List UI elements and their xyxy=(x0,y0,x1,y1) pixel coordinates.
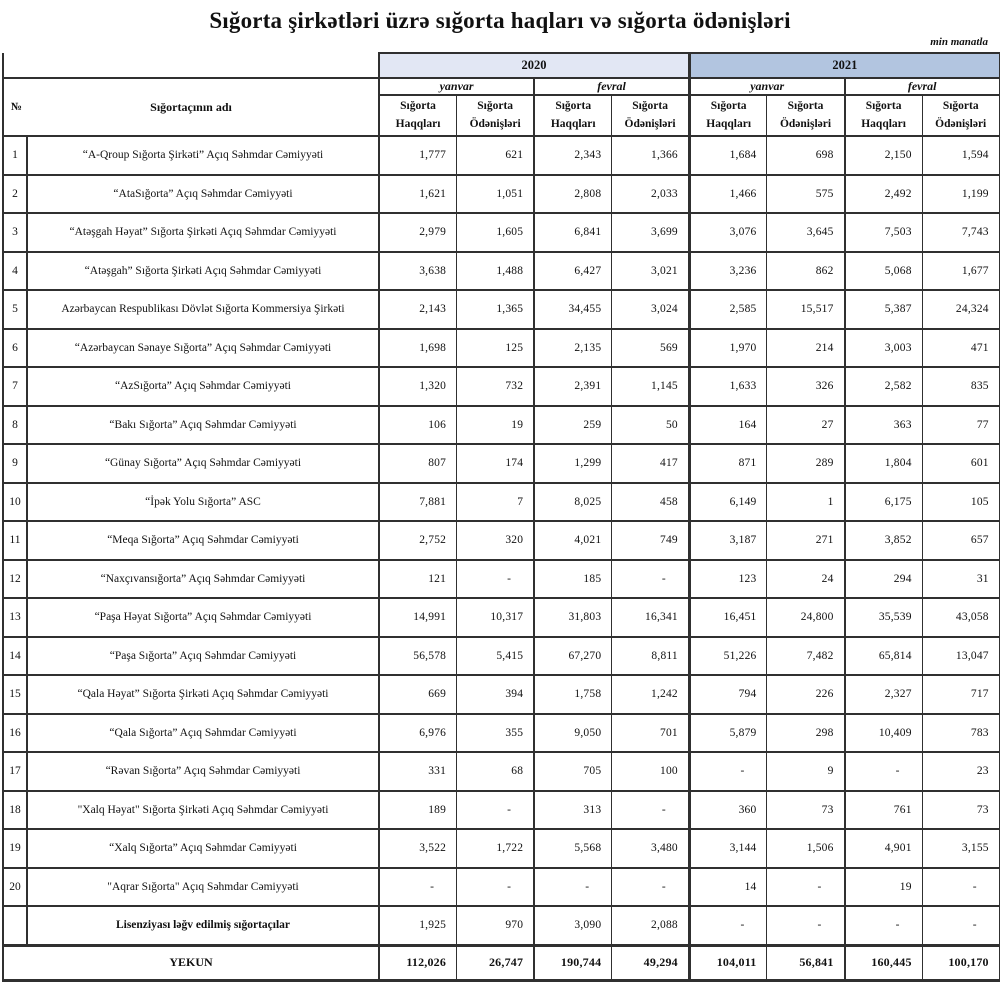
table-row xyxy=(3,290,1000,329)
value-cell: 331 xyxy=(379,752,457,791)
month-header-2020-yanvar: yanvar xyxy=(379,78,534,95)
value-cell: 313 xyxy=(534,791,612,830)
value-cell: 621 xyxy=(457,136,535,175)
value-cell: 65,814 xyxy=(845,637,923,676)
value-cell: 2,979 xyxy=(379,213,457,252)
value-cell: - xyxy=(534,868,612,907)
company-name-cell: “Günay Sığorta” Açıq Səhmdar Cəmiyyəti xyxy=(27,444,379,483)
value-cell: 1,488 xyxy=(457,252,535,291)
value-cell: - xyxy=(612,560,690,599)
value-cell: - xyxy=(457,791,535,830)
total-value-cell: 56,841 xyxy=(767,945,845,980)
value-cell: 1,594 xyxy=(922,136,1000,175)
value-cell: 6,976 xyxy=(379,714,457,753)
value-cell: 1,605 xyxy=(457,213,535,252)
value-cell: - xyxy=(845,752,923,791)
value-cell: 1,365 xyxy=(457,290,535,329)
value-cell: 31 xyxy=(922,560,1000,599)
table-row xyxy=(3,136,1000,175)
value-cell: 732 xyxy=(457,367,535,406)
value-cell: 3,638 xyxy=(379,252,457,291)
value-cell: 16,451 xyxy=(689,598,767,637)
value-cell: 4,021 xyxy=(534,521,612,560)
value-cell: 7,743 xyxy=(922,213,1000,252)
value-cell: 3,076 xyxy=(689,213,767,252)
value-cell: 2,492 xyxy=(845,175,923,214)
value-cell: 1,145 xyxy=(612,367,690,406)
row-number-cell: 2 xyxy=(3,175,27,214)
value-cell: - xyxy=(457,560,535,599)
value-cell: 174 xyxy=(457,444,535,483)
value-cell: 1,466 xyxy=(689,175,767,214)
company-name-cell: “AzSığorta” Açıq Səhmdar Cəmiyyəti xyxy=(27,367,379,406)
value-cell: 669 xyxy=(379,675,457,714)
value-cell: 2,033 xyxy=(612,175,690,214)
value-cell: 189 xyxy=(379,791,457,830)
table-row xyxy=(3,714,1000,753)
value-cell: 761 xyxy=(845,791,923,830)
value-cell: 7,482 xyxy=(767,637,845,676)
value-cell: 19 xyxy=(845,868,923,907)
value-cell: 835 xyxy=(922,367,1000,406)
company-name-cell: “A-Qroup Sığorta Şirkəti” Açıq Səhmdar Cəmiyyəti xyxy=(27,136,379,175)
value-cell: 3,024 xyxy=(612,290,690,329)
company-name-cell: “Bakı Sığorta” Açıq Səhmdar Cəmiyyəti xyxy=(27,406,379,445)
value-cell: 1,925 xyxy=(379,906,457,945)
value-cell: - xyxy=(922,868,1000,907)
value-cell: 1,777 xyxy=(379,136,457,175)
year-header-2020: 2020 xyxy=(379,53,689,78)
value-cell: 575 xyxy=(767,175,845,214)
value-cell: 27 xyxy=(767,406,845,445)
value-cell: 164 xyxy=(689,406,767,445)
value-cell: 34,455 xyxy=(534,290,612,329)
table-row xyxy=(3,213,1000,252)
value-cell: 3,522 xyxy=(379,829,457,868)
row-number-cell: 14 xyxy=(3,637,27,676)
company-name-cell: Azərbaycan Respublikası Dövlət Sığorta Kommersiya Şirkəti xyxy=(27,290,379,329)
value-cell: 68 xyxy=(457,752,535,791)
value-cell: 794 xyxy=(689,675,767,714)
value-cell: 871 xyxy=(689,444,767,483)
value-cell: 271 xyxy=(767,521,845,560)
company-name-cell: “Naxçıvansığorta” Açıq Səhmdar Cəmiyyəti xyxy=(27,560,379,599)
value-cell: - xyxy=(457,868,535,907)
table-row xyxy=(3,637,1000,676)
table-row xyxy=(3,483,1000,522)
company-name-cell: “Atəşgah Həyat” Sığorta Şirkəti Açıq Səhmdar Cəmiyyəti xyxy=(27,213,379,252)
premiums-header: Sığorta Haqqları xyxy=(689,95,767,136)
company-name-cell: “Rəvan Sığorta” Açıq Səhmdar Cəmiyyəti xyxy=(27,752,379,791)
value-cell: 783 xyxy=(922,714,1000,753)
value-cell: 698 xyxy=(767,136,845,175)
company-name-cell: “Atəşgah” Sığorta Şirkəti Açıq Səhmdar Cəmiyyəti xyxy=(27,252,379,291)
table-row xyxy=(3,752,1000,791)
value-cell: 7,503 xyxy=(845,213,923,252)
value-cell: 14,991 xyxy=(379,598,457,637)
insurance-table xyxy=(2,52,1000,982)
value-cell: 31,803 xyxy=(534,598,612,637)
value-cell: 326 xyxy=(767,367,845,406)
premiums-header: Sığorta Haqqları xyxy=(379,95,457,136)
unit-note: min manatla xyxy=(930,36,988,48)
table-corner-cell xyxy=(3,53,379,78)
value-cell: 6,149 xyxy=(689,483,767,522)
value-cell: 5,415 xyxy=(457,637,535,676)
value-cell: 185 xyxy=(534,560,612,599)
payments-header: Sığorta Ödənişləri xyxy=(612,95,690,136)
row-number-cell: 6 xyxy=(3,329,27,368)
value-cell: 3,645 xyxy=(767,213,845,252)
total-value-cell: 49,294 xyxy=(612,945,690,980)
total-value-cell: 104,011 xyxy=(689,945,767,980)
payments-header: Sığorta Ödənişləri xyxy=(767,95,845,136)
value-cell: 701 xyxy=(612,714,690,753)
value-cell: 1 xyxy=(767,483,845,522)
table-row xyxy=(3,598,1000,637)
value-cell: 1,621 xyxy=(379,175,457,214)
value-cell: 862 xyxy=(767,252,845,291)
value-cell: 24,324 xyxy=(922,290,1000,329)
row-number-cell: 5 xyxy=(3,290,27,329)
total-value-cell: 190,744 xyxy=(534,945,612,980)
company-name-cell: “Xalq Sığorta” Açıq Səhmdar Cəmiyyəti xyxy=(27,829,379,868)
value-cell: 6,427 xyxy=(534,252,612,291)
table-row xyxy=(3,367,1000,406)
value-cell: 106 xyxy=(379,406,457,445)
value-cell: 320 xyxy=(457,521,535,560)
table-row xyxy=(3,444,1000,483)
value-cell: 2,585 xyxy=(689,290,767,329)
value-cell: 5,068 xyxy=(845,252,923,291)
value-cell: 121 xyxy=(379,560,457,599)
value-cell: 1,320 xyxy=(379,367,457,406)
month-header-2021-yanvar: yanvar xyxy=(689,78,844,95)
value-cell: - xyxy=(612,791,690,830)
value-cell: 259 xyxy=(534,406,612,445)
value-cell: 67,270 xyxy=(534,637,612,676)
value-cell: 2,135 xyxy=(534,329,612,368)
value-cell: - xyxy=(689,906,767,945)
value-cell: - xyxy=(767,868,845,907)
value-cell: 7 xyxy=(457,483,535,522)
value-cell: 8,811 xyxy=(612,637,690,676)
value-cell: 5,879 xyxy=(689,714,767,753)
value-cell: 2,143 xyxy=(379,290,457,329)
value-cell: 14 xyxy=(689,868,767,907)
table-row xyxy=(3,868,1000,907)
value-cell: 355 xyxy=(457,714,535,753)
value-cell: 1,970 xyxy=(689,329,767,368)
total-value-cell: 160,445 xyxy=(845,945,923,980)
value-cell: 394 xyxy=(457,675,535,714)
value-cell: 35,539 xyxy=(845,598,923,637)
value-cell: 1,199 xyxy=(922,175,1000,214)
value-cell: 705 xyxy=(534,752,612,791)
value-cell: 10,409 xyxy=(845,714,923,753)
row-number-cell: 1 xyxy=(3,136,27,175)
value-cell: 3,236 xyxy=(689,252,767,291)
month-header-row xyxy=(3,78,1000,95)
value-cell: 226 xyxy=(767,675,845,714)
value-cell: 6,175 xyxy=(845,483,923,522)
name-column-header: Sığortaçının adı xyxy=(150,99,232,114)
row-number-cell: 15 xyxy=(3,675,27,714)
value-cell: 294 xyxy=(845,560,923,599)
total-value-cell: 112,026 xyxy=(379,945,457,980)
value-cell: 1,684 xyxy=(689,136,767,175)
table-row xyxy=(3,829,1000,868)
value-cell: 1,506 xyxy=(767,829,845,868)
value-cell: 24,800 xyxy=(767,598,845,637)
table-row xyxy=(3,175,1000,214)
company-name-cell: “Paşa Həyat Sığorta” Açıq Səhmdar Cəmiyyəti xyxy=(27,598,379,637)
value-cell: 7,881 xyxy=(379,483,457,522)
row-number-cell: 18 xyxy=(3,791,27,830)
value-cell: 2,088 xyxy=(612,906,690,945)
company-name-cell: “AtaSığorta” Açıq Səhmdar Cəmiyyəti xyxy=(27,175,379,214)
payments-header: Sığorta Ödənişləri xyxy=(457,95,535,136)
value-cell: 1,633 xyxy=(689,367,767,406)
value-cell: 73 xyxy=(922,791,1000,830)
value-cell: 105 xyxy=(922,483,1000,522)
value-cell: 3,852 xyxy=(845,521,923,560)
value-cell: - xyxy=(689,752,767,791)
value-cell: - xyxy=(767,906,845,945)
value-cell: 3,021 xyxy=(612,252,690,291)
value-cell: 1,722 xyxy=(457,829,535,868)
value-cell: 569 xyxy=(612,329,690,368)
value-cell: 123 xyxy=(689,560,767,599)
total-row xyxy=(3,945,1000,980)
value-cell: 3,480 xyxy=(612,829,690,868)
value-cell: 3,090 xyxy=(534,906,612,945)
row-number-cell: 3 xyxy=(3,213,27,252)
page-title: Sığorta şirkətləri üzrə sığorta haqları və sığorta ödənişləri xyxy=(209,8,791,33)
id-name-header-cell xyxy=(3,78,379,136)
row-number-cell: 9 xyxy=(3,444,27,483)
company-name-cell: “Qala Həyat” Sığorta Şirkəti Açıq Səhmdar Cəmiyyəti xyxy=(27,675,379,714)
value-cell: 56,578 xyxy=(379,637,457,676)
value-cell: 298 xyxy=(767,714,845,753)
value-cell: 657 xyxy=(922,521,1000,560)
table-row xyxy=(3,252,1000,291)
row-number-cell: 13 xyxy=(3,598,27,637)
value-cell: 1,051 xyxy=(457,175,535,214)
no-column-header: № xyxy=(11,101,23,113)
row-number-cell: 12 xyxy=(3,560,27,599)
value-cell: 3,003 xyxy=(845,329,923,368)
value-cell: 100 xyxy=(612,752,690,791)
value-cell: - xyxy=(379,868,457,907)
row-number-cell: 4 xyxy=(3,252,27,291)
value-cell: - xyxy=(922,906,1000,945)
table-row xyxy=(3,329,1000,368)
value-cell: 2,343 xyxy=(534,136,612,175)
year-header-2021: 2021 xyxy=(689,53,999,78)
value-cell: 15,517 xyxy=(767,290,845,329)
value-cell: 4,901 xyxy=(845,829,923,868)
premiums-header: Sığorta Haqqları xyxy=(534,95,612,136)
value-cell: 50 xyxy=(612,406,690,445)
value-cell: 125 xyxy=(457,329,535,368)
value-cell: 5,387 xyxy=(845,290,923,329)
value-cell: 73 xyxy=(767,791,845,830)
company-name-cell: “Azərbaycan Sənaye Sığorta” Açıq Səhmdar Cəmiyyəti xyxy=(27,329,379,368)
value-cell: 1,758 xyxy=(534,675,612,714)
value-cell: 749 xyxy=(612,521,690,560)
company-name-cell: "Aqrar Sığorta" Açıq Səhmdar Cəmiyyəti xyxy=(27,868,379,907)
row-number-cell: 16 xyxy=(3,714,27,753)
company-name-cell: “Paşa Sığorta” Açıq Səhmdar Cəmiyyəti xyxy=(27,637,379,676)
table-row xyxy=(3,675,1000,714)
value-cell: 3,144 xyxy=(689,829,767,868)
value-cell: 1,698 xyxy=(379,329,457,368)
value-cell: 9,050 xyxy=(534,714,612,753)
value-cell: 9 xyxy=(767,752,845,791)
value-cell: 8,025 xyxy=(534,483,612,522)
value-cell: 1,299 xyxy=(534,444,612,483)
value-cell: 417 xyxy=(612,444,690,483)
value-cell: 363 xyxy=(845,406,923,445)
value-cell: 16,341 xyxy=(612,598,690,637)
value-cell: 360 xyxy=(689,791,767,830)
company-name-cell: “İpək Yolu Sığorta” ASC xyxy=(27,483,379,522)
value-cell: 807 xyxy=(379,444,457,483)
payments-header: Sığorta Ödənişləri xyxy=(922,95,1000,136)
company-name-cell: “Meqa Sığorta” Açıq Səhmdar Cəmiyyəti xyxy=(27,521,379,560)
row-number-cell: 11 xyxy=(3,521,27,560)
row-number-cell: 10 xyxy=(3,483,27,522)
table-row xyxy=(3,560,1000,599)
row-number-cell: 20 xyxy=(3,868,27,907)
value-cell: - xyxy=(845,906,923,945)
value-cell: 717 xyxy=(922,675,1000,714)
company-name-cell: "Xalq Həyat" Sığorta Şirkəti Açıq Səhmdar Cəmiyyəti xyxy=(27,791,379,830)
value-cell: 19 xyxy=(457,406,535,445)
row-number-cell xyxy=(3,906,27,945)
row-number-cell: 17 xyxy=(3,752,27,791)
value-cell: 43,058 xyxy=(922,598,1000,637)
value-cell: 2,150 xyxy=(845,136,923,175)
table-row xyxy=(3,521,1000,560)
value-cell: - xyxy=(612,868,690,907)
value-cell: 5,568 xyxy=(534,829,612,868)
month-header-2021-fevral: fevral xyxy=(845,78,1000,95)
value-cell: 601 xyxy=(922,444,1000,483)
value-cell: 214 xyxy=(767,329,845,368)
value-cell: 10,317 xyxy=(457,598,535,637)
value-cell: 2,582 xyxy=(845,367,923,406)
table-row xyxy=(3,406,1000,445)
row-number-cell: 8 xyxy=(3,406,27,445)
value-cell: 1,677 xyxy=(922,252,1000,291)
value-cell: 77 xyxy=(922,406,1000,445)
month-header-2020-fevral: fevral xyxy=(534,78,689,95)
row-number-cell: 19 xyxy=(3,829,27,868)
value-cell: 3,187 xyxy=(689,521,767,560)
license-revoked-row xyxy=(3,906,1000,945)
value-cell: 1,366 xyxy=(612,136,690,175)
value-cell: 2,391 xyxy=(534,367,612,406)
premiums-header: Sığorta Haqqları xyxy=(845,95,923,136)
total-label-cell: YEKUN xyxy=(3,945,379,980)
row-number-cell: 7 xyxy=(3,367,27,406)
value-cell: 13,047 xyxy=(922,637,1000,676)
table-row xyxy=(3,791,1000,830)
company-name-cell: Lisenziyası ləğv edilmiş sığortaçılar xyxy=(27,906,379,945)
table-body xyxy=(3,136,1000,980)
value-cell: 970 xyxy=(457,906,535,945)
value-cell: 2,808 xyxy=(534,175,612,214)
value-cell: 1,242 xyxy=(612,675,690,714)
value-cell: 6,841 xyxy=(534,213,612,252)
value-cell: 23 xyxy=(922,752,1000,791)
value-cell: 1,804 xyxy=(845,444,923,483)
year-header-row xyxy=(3,53,1000,78)
value-cell: 3,699 xyxy=(612,213,690,252)
company-name-cell: “Qala Sığorta” Açıq Səhmdar Cəmiyyəti xyxy=(27,714,379,753)
value-cell: 51,226 xyxy=(689,637,767,676)
value-cell: 2,752 xyxy=(379,521,457,560)
value-cell: 458 xyxy=(612,483,690,522)
value-cell: 471 xyxy=(922,329,1000,368)
total-value-cell: 26,747 xyxy=(457,945,535,980)
value-cell: 24 xyxy=(767,560,845,599)
value-cell: 2,327 xyxy=(845,675,923,714)
value-cell: 289 xyxy=(767,444,845,483)
total-value-cell: 100,170 xyxy=(922,945,1000,980)
value-cell: 3,155 xyxy=(922,829,1000,868)
